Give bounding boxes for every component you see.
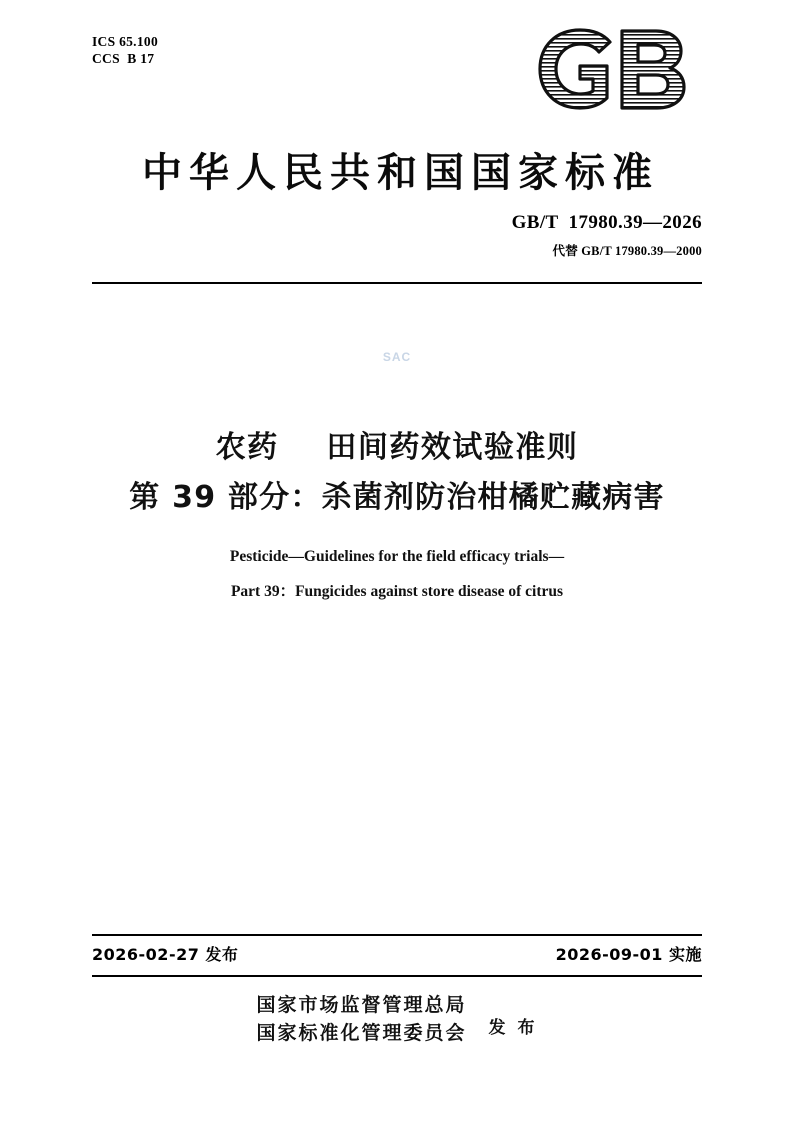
ccs-code: CCS B 17 [92,51,155,66]
divider-bottom-upper [92,934,702,936]
standard-number: GB/T 17980.39—2026 [511,212,702,233]
ics-code: ICS 65.100 [92,34,159,49]
document-title-cn [60,428,734,518]
document-title-en-line1: Pesticide—Guidelines for the field efficacy trials— [229,548,565,565]
standard-replaces: 代替 GB/T 17980.39—2000 [552,244,702,258]
issuer-org-1: 国家市场监督管理总局 [256,994,467,1016]
national-standard-title: 中华人民共和国国家标准 [142,150,659,196]
sac-watermark: SAC [382,350,412,364]
gb-emblem-icon [536,26,702,112]
document-title-cn-line1: 农药 田间药效试验准则 [215,430,579,465]
classification-codes [92,33,158,67]
document-title-en-line2: Part 39：Fungicides against store disease of citrus [230,583,564,600]
date-row [92,942,702,965]
publish-label: 发 布 [488,1018,538,1039]
document-title-en [60,548,734,601]
issuing-authorities [0,992,794,1047]
issuer-org-2: 国家标准化管理委员会 [256,1021,467,1044]
document-title-cn-line2: 第 39 部分：杀菌剂防治柑橘贮藏病害 [129,479,665,515]
implementation-date: 2026-09-01 实施 [555,945,702,964]
standard-number-block [512,212,702,259]
divider-bottom-lower [92,975,702,977]
divider-top [92,282,702,284]
issuer-names [257,992,467,1047]
issue-date: 2026-02-27 发布 [92,945,239,964]
